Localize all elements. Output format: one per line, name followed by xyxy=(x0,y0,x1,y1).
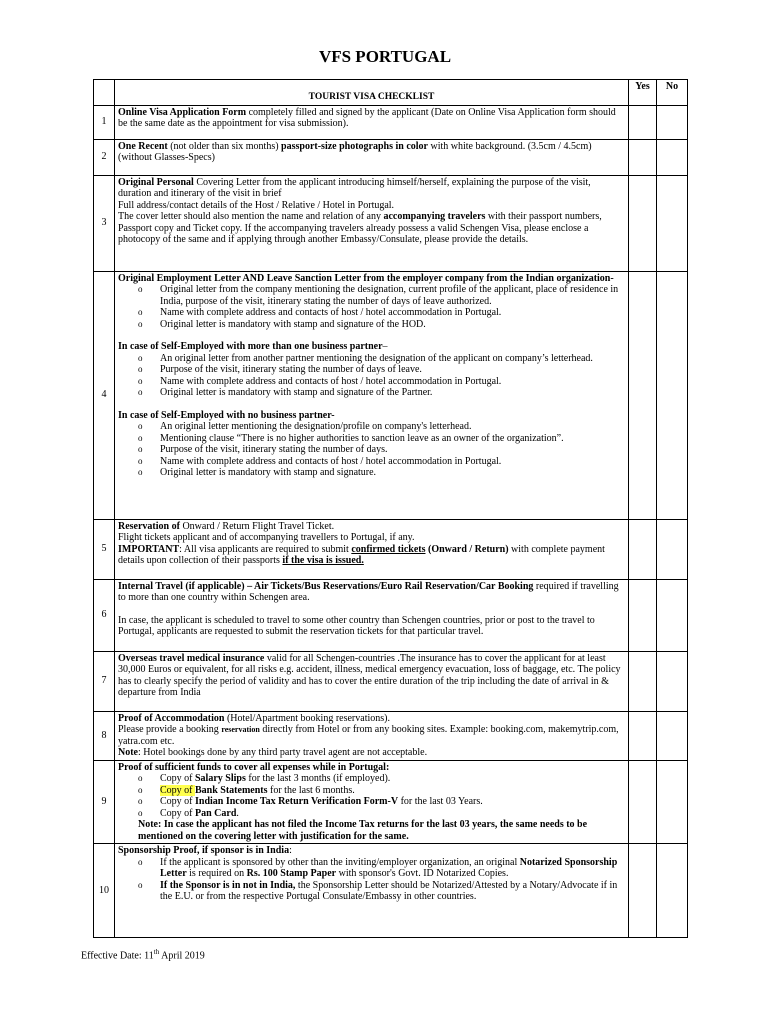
no-checkbox-cell[interactable] xyxy=(657,105,688,139)
row-number: 9 xyxy=(94,760,115,844)
list-item: o An original letter mentioning the designation/profile on company's letterhead. xyxy=(138,421,625,433)
no-checkbox-cell[interactable] xyxy=(657,760,688,844)
list-item: o Purpose of the visit, itinerary stating the number of days. xyxy=(138,444,625,456)
row-content xyxy=(115,519,629,579)
bullet-list xyxy=(118,857,625,903)
no-checkbox-cell[interactable] xyxy=(657,139,688,175)
item-text: : All visa applicants are required to submit xyxy=(179,543,352,555)
footer-text: April 2019 xyxy=(159,950,205,962)
item-bold: Pan Card xyxy=(195,807,237,819)
no-checkbox-cell[interactable] xyxy=(657,711,688,760)
item-text: Onward / Return Flight Travel Ticket. xyxy=(179,520,335,532)
footer-superscript: th xyxy=(153,948,160,956)
note-label: Note xyxy=(118,747,138,758)
row-number: 3 xyxy=(94,175,115,271)
footer-text: Effective Date: 11 xyxy=(81,950,154,962)
item-text: The cover letter should also mention the name and relation of any xyxy=(118,211,384,222)
highlighted-text: Copy of xyxy=(160,784,195,796)
yes-checkbox-cell[interactable] xyxy=(629,651,657,711)
item-bold: (Onward / Return) xyxy=(425,543,509,555)
item-text: . xyxy=(236,807,239,819)
item-bold: Rs. 100 Stamp Paper xyxy=(246,868,337,879)
item-text: Flight tickets applicant and of accompanying travellers to Portugal, if any. xyxy=(118,532,415,543)
item-text: for the last 3 months (if employed). xyxy=(245,773,391,784)
item-text: (not older than six months) xyxy=(167,140,282,152)
yes-checkbox-cell[interactable] xyxy=(629,271,657,519)
list-item-highlighted xyxy=(138,785,625,797)
row-content xyxy=(115,579,629,651)
yes-checkbox-cell[interactable] xyxy=(629,579,657,651)
table-row xyxy=(94,760,688,844)
list-item: o Name with complete address and contacts of host / hotel accommodation in Portugal. xyxy=(138,307,625,319)
list-item: o Original letter is mandatory with stamp and signature of the HOD. xyxy=(138,319,625,331)
heading-suffix: – xyxy=(382,341,388,352)
section-heading: In case of Self-Employed with more than one business partner xyxy=(118,341,383,352)
section-heading: Proof of sufficient funds to cover all expenses while in Portugal: xyxy=(118,761,390,773)
page-title: VFS PORTUGAL xyxy=(318,47,452,66)
list-item: o Original letter is mandatory with stamp and signature of the Partner. xyxy=(138,387,625,399)
item-title: Proof of Accommodation xyxy=(118,712,225,724)
bullet-list xyxy=(118,284,625,330)
bullet-list xyxy=(118,773,625,819)
header-num-cell xyxy=(94,80,115,106)
checklist-heading: TOURIST VISA CHECKLIST xyxy=(115,80,629,106)
list-item xyxy=(138,808,625,820)
no-checkbox-cell[interactable] xyxy=(657,579,688,651)
item-bold: Indian Income Tax Return Verification Form-V xyxy=(195,796,399,807)
item-bold: accompanying travelers xyxy=(383,211,486,222)
table-row xyxy=(94,105,688,139)
no-checkbox-cell[interactable] xyxy=(657,271,688,519)
row-number: 5 xyxy=(94,519,115,579)
table-row xyxy=(94,579,688,651)
no-checkbox-cell[interactable] xyxy=(657,844,688,938)
item-text: the Sponsorship Letter should be Notarized/Attested by a Notary/Advocate if in the E.U. or from the respective Portugal Consulate/Embassy in other countries. xyxy=(160,879,618,902)
list-item xyxy=(138,880,625,903)
table-header-row xyxy=(94,80,688,106)
bullet-list xyxy=(118,421,625,479)
no-checkbox-cell[interactable] xyxy=(657,651,688,711)
item-title: One Recent xyxy=(118,140,168,152)
item-text: In case, the applicant is scheduled to travel to some other country than Schengen countries, prior or post to the travel to Portugal, applicants are requested to submit the reservation tickets for that particular travel. xyxy=(118,614,595,637)
effective-date xyxy=(81,948,205,961)
row-content xyxy=(115,271,629,519)
row-number: 7 xyxy=(94,651,115,711)
bullet-list xyxy=(118,353,625,399)
note-text: Note: In case the applicant has not filed the Income Tax returns for the last 03 years, the same needs to be mentioned on the covering letter with justification for the same. xyxy=(138,819,588,842)
item-text: Copy of xyxy=(160,796,195,807)
item-text: Copy of xyxy=(160,773,195,784)
item-bold: Bank Statements xyxy=(195,784,268,796)
item-text: completely filled and signed by the applicant (Date on Online Visa Application form should be the same date as the appointment for visa submission). xyxy=(118,106,616,129)
row-number: 6 xyxy=(94,579,115,651)
yes-checkbox-cell[interactable] xyxy=(629,105,657,139)
list-item: o Name with complete address and contacts of host / hotel accommodation in Portugal. xyxy=(138,456,625,468)
item-title: Online Visa Application Form xyxy=(118,106,247,118)
item-bold: if the visa is issued. xyxy=(282,555,364,566)
item-text: valid for all Schengen-countries .The insurance has to cover the applicant for at least 30,000 Euros or equivalent, for all risks e.g. accident, illness, medical emergency evacuation, loss of baggage, etc. The policy has to clearly specify the period of validity and has to cover the entire duration of the trip including the date of arrival in & departure from India xyxy=(118,652,621,698)
yes-checkbox-cell[interactable] xyxy=(629,139,657,175)
item-text: with sponsor's Govt. ID Notarized Copies. xyxy=(336,868,509,879)
checklist-table xyxy=(93,79,688,938)
item-bold: Notarized Sponsorship Letter xyxy=(160,856,618,879)
item-text: with their passport numbers, Passport copy and Ticket copy. If the accompanying travelers already possess a valid Schengen Visa, please enclose a photocopy of the same and if applying through another Embassy/Consulate, please provide the details. xyxy=(118,211,602,245)
yes-checkbox-cell[interactable] xyxy=(629,519,657,579)
list-item: o An original letter from another partner mentioning the designation of the applicant on company’s letterhead. xyxy=(138,353,625,365)
item-text: If the applicant is sponsored by other than the inviting/employer organization, an original xyxy=(160,856,520,868)
row-content xyxy=(115,105,629,139)
yes-checkbox-cell[interactable] xyxy=(629,175,657,271)
section-heading: In case of Self-Employed with no business partner- xyxy=(118,409,335,421)
item-text: Full address/contact details of the Host / Relative / Hotel in Portugal. xyxy=(118,199,395,211)
yes-checkbox-cell[interactable] xyxy=(629,711,657,760)
item-text: (Hotel/Apartment booking reservations). xyxy=(224,712,390,724)
item-text: is required on xyxy=(186,868,247,879)
item-text: for the last 6 months. xyxy=(267,784,355,796)
yes-column-header: Yes xyxy=(629,80,657,106)
table-row xyxy=(94,271,688,519)
item-text: with complete payment details upon collection of their passports xyxy=(118,543,605,566)
table-row xyxy=(94,651,688,711)
heading-suffix: : xyxy=(289,845,292,856)
yes-checkbox-cell[interactable] xyxy=(629,760,657,844)
item-text: : Hotel bookings done by any third party travel agent are not acceptable. xyxy=(138,747,428,758)
row-number: 1 xyxy=(94,105,115,139)
important-label: IMPORTANT xyxy=(118,543,180,555)
item-title: Original Personal xyxy=(118,176,194,188)
item-bold: confirmed tickets xyxy=(351,543,426,555)
item-bold: reservation xyxy=(221,725,260,734)
no-column-header: No xyxy=(657,80,688,106)
row-content xyxy=(115,760,629,844)
yes-checkbox-cell[interactable] xyxy=(629,844,657,938)
item-bold: If the Sponsor is in not in India, xyxy=(160,879,296,891)
list-item: o Mentioning clause “There is no higher authorities to sanction leave as an owner of the organization”. xyxy=(138,433,625,445)
item-text: directly from Hotel or from any booking sites. Example: booking.com, makemytrip.com, yatra.com etc. xyxy=(118,724,619,747)
row-content xyxy=(115,844,629,938)
row-content xyxy=(115,711,629,760)
list-item xyxy=(138,773,625,785)
no-checkbox-cell[interactable] xyxy=(657,175,688,271)
list-item xyxy=(138,857,625,880)
list-item: o Name with complete address and contacts of host / hotel accommodation in Portugal. xyxy=(138,376,625,388)
list-item: o Purpose of the visit, itinerary stating the number of days of leave. xyxy=(138,364,625,376)
table-row xyxy=(94,711,688,760)
row-content xyxy=(115,651,629,711)
item-text: for the last 03 Years. xyxy=(398,796,483,807)
item-bold: Salary Slips xyxy=(195,773,246,784)
section-heading: Original Employment Letter AND Leave Sanction Letter from the employer company from the Indian organization- xyxy=(118,272,614,284)
item-title: Overseas travel medical insurance xyxy=(118,652,265,664)
list-item: o Original letter is mandatory with stamp and signature. xyxy=(138,467,625,479)
no-checkbox-cell[interactable] xyxy=(657,519,688,579)
list-item xyxy=(138,796,625,808)
row-content xyxy=(115,175,629,271)
row-number: 10 xyxy=(94,844,115,938)
row-content xyxy=(115,139,629,175)
item-text: with white background. (3.5cm / 4.5cm) (without Glasses-Specs) xyxy=(118,140,592,163)
row-number: 4 xyxy=(94,271,115,519)
section-heading: Sponsorship Proof, if sponsor is in India xyxy=(118,845,290,856)
item-text: required if travelling to more than one country within Schengen area. xyxy=(118,580,619,603)
table-row xyxy=(94,175,688,271)
list-item: o Original letter from the company mentioning the designation, current profile of the applicant, place of residence in India, purpose of the visit, itinerary stating the number of days of leave authorized. xyxy=(138,284,625,307)
item-title: Reservation of xyxy=(118,520,180,532)
row-number: 2 xyxy=(94,139,115,175)
item-text: Please provide a booking xyxy=(118,724,222,735)
table-row xyxy=(94,844,688,938)
row-number: 8 xyxy=(94,711,115,760)
item-text: Copy of xyxy=(160,807,195,819)
item-title: Internal Travel (if applicable) – Air Tickets/Bus Reservations/Euro Rail Reservation/Car Booking xyxy=(118,580,534,592)
table-row xyxy=(94,139,688,175)
table-row xyxy=(94,519,688,579)
item-bold: passport-size photographs in color xyxy=(281,140,428,152)
item-text: Covering Letter from the applicant introducing himself/herself, explaining the purpose of the visit, duration and itinerary of the visit in brief xyxy=(118,176,591,199)
